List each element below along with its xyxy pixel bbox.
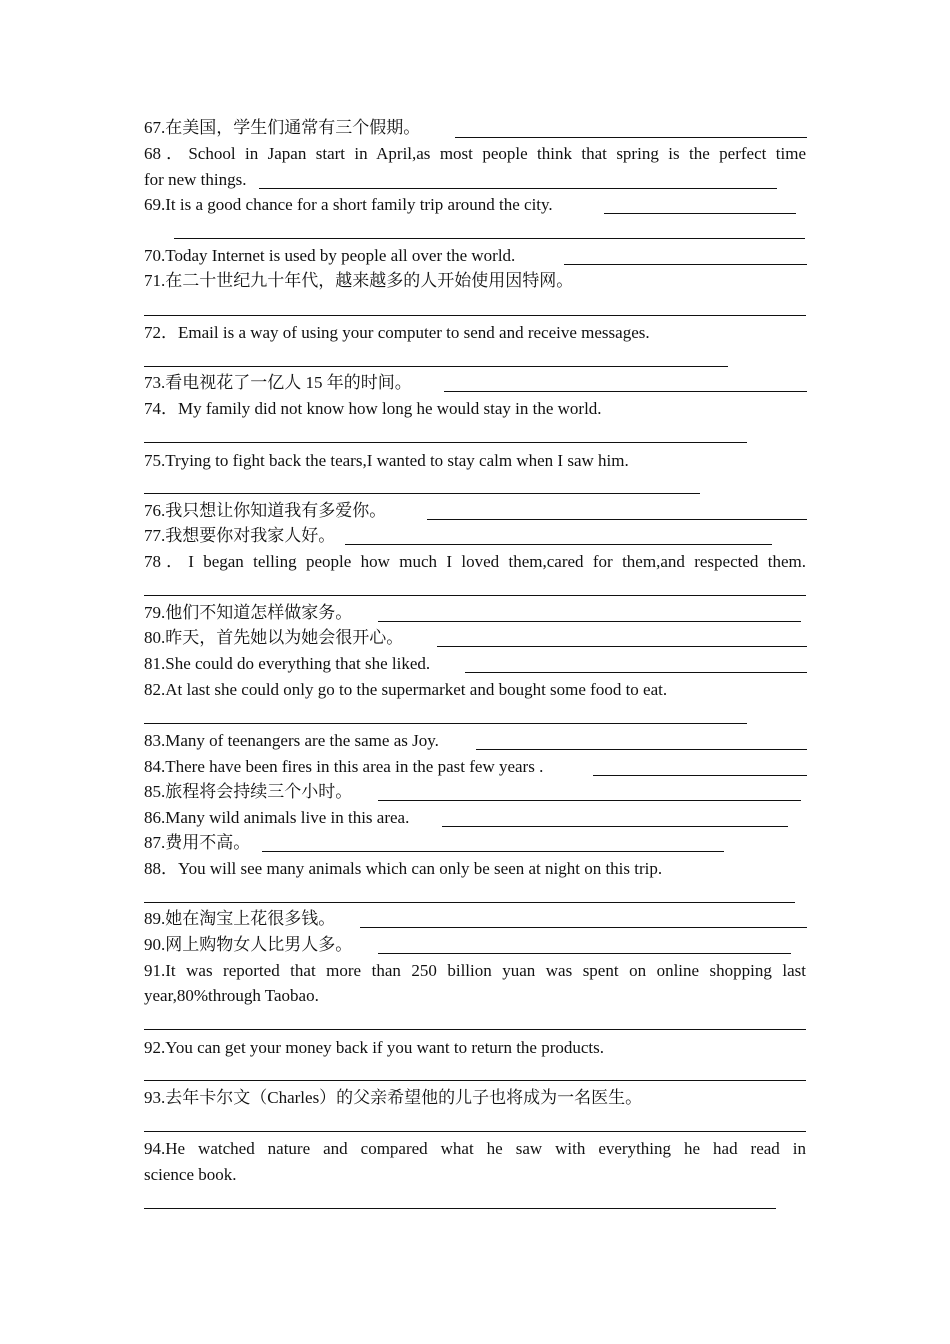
question-86: 86.Many wild animals live in this area. (144, 808, 410, 827)
answer-line-85[interactable] (378, 800, 801, 801)
answer-line-72[interactable] (144, 366, 728, 367)
answer-line-71[interactable] (144, 315, 806, 316)
answer-line-88[interactable] (144, 902, 795, 903)
answer-line-76[interactable] (427, 519, 807, 520)
question-75: 75.Trying to fight back the tears,I wanted to stay calm when I saw him. (144, 451, 629, 470)
answer-line-78[interactable] (144, 595, 806, 596)
answer-line-84[interactable] (593, 775, 807, 776)
answer-line-74[interactable] (144, 442, 747, 443)
question-68-line2: for new things. (144, 170, 247, 189)
answer-line-91[interactable] (144, 1029, 806, 1030)
question-89: 89.她在淘宝上花很多钱。 (144, 909, 336, 928)
question-87: 87.费用不高。 (144, 833, 251, 852)
question-80: 80.昨天，首先她以为她会很开心。 (144, 628, 404, 647)
answer-line-89[interactable] (360, 927, 807, 928)
question-91-line1: 91.It was reported that more than 250 billion yuan was spent on online shopping last (144, 961, 806, 980)
question-78: 78．I began telling people how much I loved them,cared for them,and respected them. (144, 552, 806, 571)
answer-line-94[interactable] (144, 1208, 776, 1209)
question-69: 69.It is a good chance for a short family trip around the city. (144, 195, 553, 214)
question-77: 77.我想要你对我家人好。 (144, 526, 336, 545)
answer-line-92[interactable] (144, 1080, 806, 1081)
question-83: 83.Many of teenangers are the same as Joy. (144, 731, 439, 750)
question-93: 93.去年卡尔文（Charles）的父亲希望他的儿子也将成为一名医生。 (144, 1088, 643, 1107)
question-92: 92.You can get your money back if you want to return the products. (144, 1038, 605, 1057)
question-76: 76.我只想让你知道我有多爱你。 (144, 501, 387, 520)
question-91-line2: year,80%through Taobao. (144, 986, 319, 1005)
question-90: 90.网上购物女人比男人多。 (144, 935, 353, 954)
answer-line-70[interactable] (564, 264, 807, 265)
answer-line-75[interactable] (144, 493, 700, 494)
question-70: 70.Today Internet is used by people all over the world. (144, 246, 516, 265)
answer-line-93[interactable] (144, 1131, 806, 1132)
answer-line-73[interactable] (444, 391, 807, 392)
answer-line-86[interactable] (442, 826, 788, 827)
question-67: 67.在美国，学生们通常有三个假期。 (144, 118, 421, 137)
answer-line-80[interactable] (437, 646, 807, 647)
question-81: 81.She could do everything that she liked. (144, 654, 431, 673)
answer-line-67[interactable] (455, 137, 807, 138)
answer-line-81[interactable] (465, 672, 807, 673)
answer-line-69a[interactable] (604, 213, 796, 214)
question-94-line2: science book. (144, 1165, 237, 1184)
question-85: 85.旅程将会持续三个小时。 (144, 782, 353, 801)
answer-line-77[interactable] (345, 544, 772, 545)
question-88: 88．You will see many animals which can only be seen at night on this trip. (144, 859, 663, 878)
answer-line-83[interactable] (476, 749, 807, 750)
answer-line-69b[interactable] (174, 238, 805, 239)
answer-line-79[interactable] (378, 621, 801, 622)
answer-line-90[interactable] (378, 953, 791, 954)
question-84: 84.There have been fires in this area in the past few years . (144, 757, 544, 776)
question-94-line1: 94.He watched nature and compared what he saw with everything he had read in (144, 1139, 806, 1158)
question-74: 74．My family did not know how long he would stay in the world. (144, 399, 602, 418)
question-73: 73.看电视花了一亿人 15 年的时间。 (144, 373, 412, 392)
question-68-line1: 68．School in Japan start in April,as most people think that spring is the perfect time (144, 144, 806, 163)
question-79: 79.他们不知道怎样做家务。 (144, 603, 353, 622)
answer-line-82[interactable] (144, 723, 747, 724)
answer-line-87[interactable] (262, 851, 724, 852)
question-82: 82.At last she could only go to the supermarket and bought some food to eat. (144, 680, 668, 699)
question-72: 72．Email is a way of using your computer to send and receive messages. (144, 323, 650, 342)
question-71: 71.在二十世纪九十年代，越来越多的人开始使用因特网。 (144, 271, 574, 290)
answer-line-68[interactable] (259, 188, 777, 189)
